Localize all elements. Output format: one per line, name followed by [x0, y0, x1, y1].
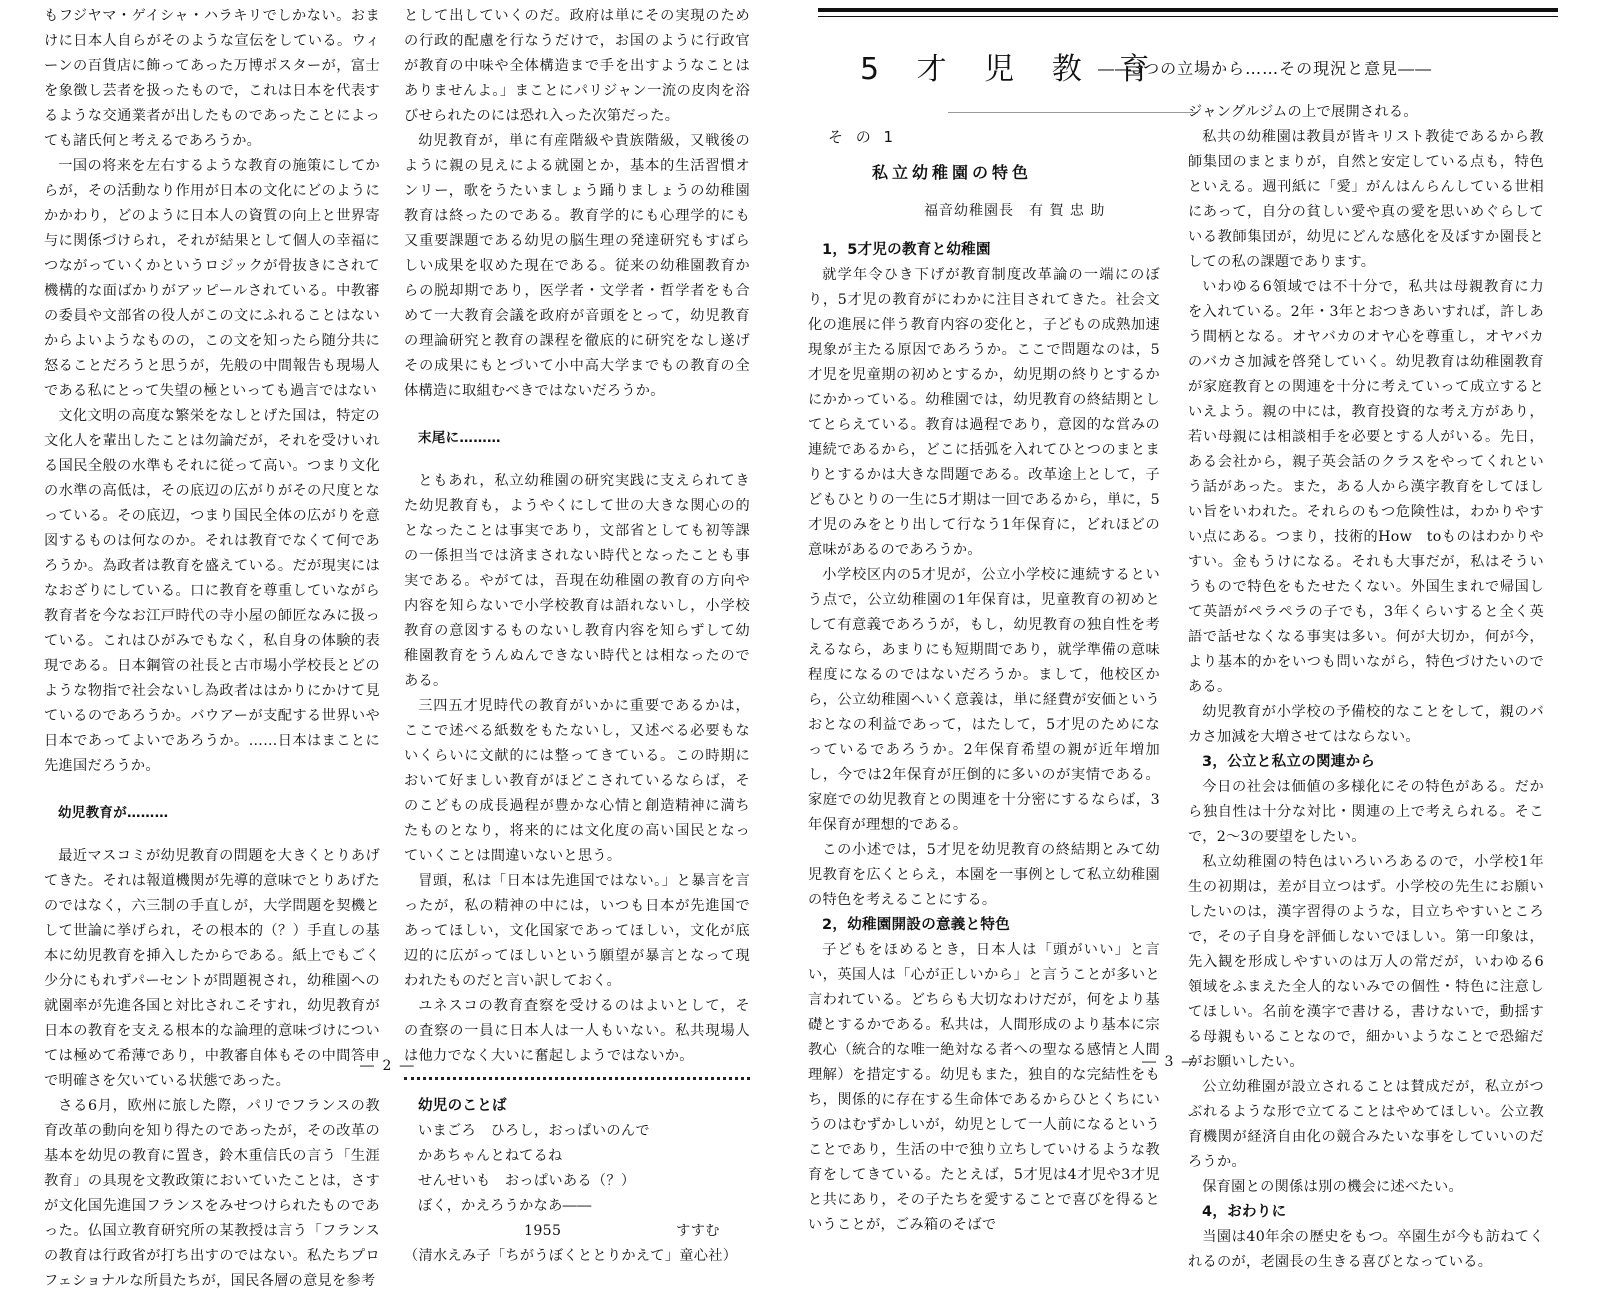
right-column-2	[1188, 100, 1544, 1275]
left-column-2	[404, 4, 750, 1269]
paragraph: 私共の幼稚園は教員が皆キリスト教徒であるから教師集団のまとまりが，自然と安定している点も，特色といえる。週刊紙に「愛」がんはんらんしている世相にあって，自分の貧しい愛や真の愛を思いめぐらしている教師集団が，幼児にどんな感化を及ぼすか園長としての私の課題であります。	[1188, 129, 1544, 270]
paragraph: 就学年令ひき下げが教育制度改革論の一端にのぼり，5才児の教育がにわかに注目されてきた。社会文化の進展に伴う教育内容の変化と，子どもの成熟加速現象が主たる原因であろうか。ここで問題なのは，5才児を児童期の初めとするか，幼児期の終りとするかにかかっている。幼稚園では，幼児教育の終結期としてとらえている。教育は過程であり，意図的な営みの連続であるから，どこに括弧を入れてひとつのまとまりとするかは大きな問題である。改革途上として，子どもひとりの一生に5才期は一回であるから，単に，5才児のみをとり出して行なう1年保育に，どれほどの意味があるのであろうか。	[808, 267, 1160, 558]
byline: 福音幼稚園長 有 賀 忠 助	[924, 203, 1106, 219]
poem-line: ぼく，かえろうかなあ――	[418, 1198, 592, 1214]
paragraph: として出していくのだ。政府は単にその実現のための行政的配慮を行なうだけで，お国のように行政官が教育の中味や全体構造まで手を出すようなことはありませんよ。」まことにパリジャン一流の皮肉を浴びせられたのには恐れ入った次第だった。	[404, 8, 750, 124]
section-number: そ の 1	[828, 128, 898, 146]
poem-title: 幼児のことば	[418, 1098, 507, 1114]
paragraph: ともあれ，私立幼稚園の研究実践に支えられてきた幼児教育も，ようやくにして世の大きな関心の的となったことは事実であり，文部省としても初等課の一係担当では済まされない時代となったことも事実である。やがては，吾現在幼稚園の教育の方向や内容を知らないで小学校教育は語れないし，小学校教育の意図するものないし教育内容を知らずして幼稚園教育をうんぬんできない時代とは相なったのである。	[404, 473, 750, 689]
section-heading: 1，5才児の教育と幼稚園	[822, 242, 991, 258]
paragraph: ユネスコの教育査察を受けるのはよいとして，その査察の一員に日本人は一人もいない。私共現場人は他力でなく大いに奮起しようではないか。	[404, 998, 750, 1064]
paragraph: 文化文明の高度な繁栄をなしとげた国は，特定の文化人を輩出したことは勿論だが，それを受けいれる国民全般の水準もそれに従って高い。つまり文化の水準の高低は，その底辺の広がりがその尺度となっている。その底辺，つまり国民全体の広がりを意図するものは何なのか。それは教育でなくて何であろうか。為政者は教育を盛えている。だが現実にはなおざりにしている。口に教育を尊重していながら教育者を今なお江戸時代の寺小屋の師匠なみに扱っている。これはひがみでもなく，私自身の体験的表現である。日本鋼管の社長と古市場小学校長とどのような物指で社会ないし為政者ははかりにかけて見ているのであろうか。バウアーが支配する世界いや日本であってよいであろうか。……日本はまことに先進国だろうか。	[44, 408, 380, 774]
paragraph: 小学校区内の5才児が，公立小学校に連続するという点で，公立幼稚園の1年保育は，児童教育の初めとして有意義であろうが，もし，幼児教育の独自性を考えるなら，あまりにも短期間であり，就学準備の意味程度になるのではないだろうか。まして，他校区から，公立幼稚園へいく意義は，単に経費が安価というおとなの利益であって，はたして，5才児のためになっているであろうか。2年保育希望の親が近年増加し，今では2年保育が圧倒的に多いのが実情である。家庭での幼児教育との関連を十分密にするならば，3年保育が理想的である。	[808, 567, 1160, 833]
poem-source: （清水えみ子「ちがうぼくととりかえて」童心社）	[404, 1248, 738, 1264]
section-heading: 末尾に………	[418, 430, 501, 446]
paragraph: 幼児教育が，単に有産階級や貴族階級，又戦後のように親の見えによる就園とか，基本的生活習慣オンリー，歌をうたいましょう踊りましょうの幼稚園教育は終ったのである。教育学的にも心理学的にも又重要課題である幼児の脳生理の発達研究もすばらしい成果を収めた現在である。従来の幼稚園教育からの脱却期であり，医学者・文学者・哲学者をも合めて一大教育会議を政府が音頭をとって，幼児教育の理論研究と教育の課程を徹底的に研究をなし遂げその成果にもとづいて小中高大学までもの教育の全体構造に取組むべきではないだろうか。	[404, 133, 750, 399]
paragraph: 三四五才児時代の教育がいかに重要であるかは，ここで述べる紙数をもたないし，又述べる必要もないくらいに文献的には整ってきている。この時期において好ましい教育がほどこされているならば，そのこどもの成長過程が豊かな心情と創造精神に満ちたものとなり，将来的には文化度の高い国民となっていくことは間違いないと思う。	[404, 698, 750, 864]
divider	[948, 112, 1198, 113]
paragraph: 当園は40年余の歴史をもつ。卒園生が今も訪ねてくれるのが，老園長の生きる喜びとなっている。	[1188, 1229, 1544, 1270]
paragraph: 冒頭，私は「日本は先進国ではない。」と暴言を言ったが，私の精神の中には，いつも日本が先進国であってほしい，文化国家であってほしい，文化が底辺的に広がってほしいという願望が暴言となって現われたものだと言い訳しておく。	[404, 873, 750, 989]
right-column-1	[808, 238, 1160, 1238]
poem-year: 1955	[524, 1223, 562, 1239]
dotted-divider	[404, 1077, 750, 1080]
section-heading: 3，公立と私立の関連から	[1202, 754, 1376, 770]
paragraph: もフジヤマ・ゲイシャ・ハラキリでしかない。おまけに日本人自らがそのような宣伝をしている。ウィーンの百貨店に飾ってあった万博ポスターが，富士を象徴し芸者を扱ったもので，これは日本を代表するような交通業者が出したものであったことによっても諸氏何と考えるであろうか。	[44, 8, 380, 149]
paragraph: 私立幼稚園の特色はいろいろあるので，小学校1年生の初期は，差が目立つはず。小学校の先生にお願いしたいのは，漢字習得のような，目立ちやすいところで，その子自身を評価しないでほしい。第一印象は，先入観を形成しやすいのは万人の常だが，いわゆる6領域をふまえた全人的ないみでの個性・特色に注意してほしい。名前を漢字で書ける，書けないで，動揺する母親もいることなので，細かいようなことで恐縮だがお願いしたい。	[1188, 854, 1544, 1070]
paragraph: ジャングルジムの上で展開される。	[1188, 104, 1418, 120]
paragraph: いわゆる6領域では不十分で，私共は母親教育に力を入れている。2年・3年とおつきあいすれば，許しあう間柄となる。オヤバカのオヤ心を尊重し，オヤバカのバカさ加減を啓発していく。幼児教育は幼稚園教育が家庭教育との関連を十分に考えていって成立するといえよう。親の中には，教育投資的な考え方があり，若い母親には相談相手を必要とする人がいる。先日，ある会社から，親子英会話のクラスをやってくれという話があった。また，ある人から漢字教育をしてほしい旨をいわれた。それらのもつ危険性は，わかりやすい点にある。つまり，技術的How toものはわかりやすい。金もうけになる。それも大事だが，私はそういうもので特色をもたせたくない。外国生まれで帰国して英語がペラペラの子でも，3年くらいすると全く英語で話せなくなる事実は多い。何が大切か，何が今，より基本的かをいつも問いながら，特色づけたいのである。	[1188, 279, 1544, 695]
paragraph: 保育園との関係は別の機会に述べたい。	[1202, 1179, 1463, 1195]
paragraph: 子どもをほめるとき，日本人は「頭がいい」と言い，英国人は「心が正しいから」と言うことが多いと言われている。どちらも大切なわけだが，何をより基礎とするかである。私共は，人間形成のより基本に宗教心（統合的な唯一絶対なる者への聖なる感情と人間理解）を措定する。幼児もまた，独自的な完結性をもち，関係的に存在する生命体であるからひとくちにいうのはむずかしいが，幼児として一人前になるということであり，生活の中で独り立ちしていけるような教育をしてきている。たとえば，5才児は4才児や3才児と共にあり，その子たちを愛することで喜びを得るということが，ごみ箱のそばで	[808, 942, 1160, 1233]
article-series-subtitle: ――3つの立場から……その現況と意見――	[1098, 59, 1433, 78]
paragraph: 最近マスコミが幼児教育の問題を大きくとりあげてきた。それは報道機関が先導的意味でとりあげたのではなく，六三制の手直しが，大学問題を契機として世論に挙げられ，その根本的（？）手直しの基本に幼児教育を挿入したからである。紙上でもごく少分にもれずパーセントが問題視され，幼稚園への就園率が先進各国と対比されこそすれ，幼児教育が日本の教育を支える根本的な論理的意味づけについては極めて希薄であり，中教審自体もその中間答申で明確さを欠いている状態であった。	[44, 848, 380, 1089]
poem-attribution	[524, 1219, 750, 1244]
section-heading: 4，おわりに	[1202, 1204, 1287, 1220]
title-rule	[818, 16, 1558, 17]
left-page	[0, 0, 790, 1289]
poem-line: いまごろ ひろし，おっぱいのんで	[418, 1123, 650, 1139]
paragraph: 一国の将来を左右するような教育の施策にしてからが，その活動なり作用が日本の文化にどのようにかかわり，どのように日本人の資質の向上と世界寄与に関係づけられ，それが結果として個人の幸福につながっていくかというロジックが骨抜きにされて機構的な面ばかりがアッピールされている。中教審の委員や文部省の役人がこの文にふれることはないからよいようなものの，この文を知ったら随分共に怒ることだろうと思うが，先般の中間報告も現場人である私にとって失望の極といっても過言ではない	[44, 158, 380, 399]
page-number: ― 3 ―	[1142, 1054, 1198, 1070]
article-series-title: 5 才 児 教 育	[860, 52, 1164, 87]
paragraph: この小述では，5才児を幼児教育の終結期とみて幼児教育を広くとらえ，本園を一事例として私立幼稚園の特色を考えることにする。	[808, 842, 1160, 908]
article-title: 私立幼稚園の特色	[872, 163, 1033, 182]
page-number: ― 2 ―	[360, 1058, 416, 1074]
poem-line: かあちゃんとねてるね	[418, 1148, 563, 1164]
left-column-1	[44, 4, 380, 1294]
poem-line: せんせいも おっぱいある（？）	[418, 1173, 636, 1189]
section-heading: 幼児教育が………	[58, 805, 169, 821]
section-heading: 2，幼稚園開設の意義と特色	[822, 917, 1010, 933]
paragraph: 幼児教育が小学校の予備校的なことをして，親のバカさ加減を大増させてはならない。	[1188, 704, 1544, 745]
paragraph: 今日の社会は価値の多様化にその特色がある。だから独自性は十分な対比・関連の上で考えられる。そこで，2～3の要望をしたい。	[1188, 779, 1544, 845]
paragraph: さる6月，欧州に旅した際，パリでフランスの教育改革の動向を知り得たのであったが，その改革の基本を幼児の教育に置き，鈴木重信氏の言う「生涯教育」の具現を文教政策においていたことは，さすが文化国先進国フランスをみせつけられたものであった。仏国立教育研究所の某教授は言う「フランスの教育は行政省が打ち出すのではない。私たちプロフェショナルな所員たちが，国民各層の意見を参考	[44, 1098, 380, 1289]
poem-author: すすむ	[676, 1223, 720, 1239]
title-rule	[818, 8, 1558, 12]
paragraph: 公立幼稚園が設立されることは賛成だが，私立がつぶれるような形で立てることはやめてほしい。公立教育機関が経済自由化の競合みたいな事をしていいのだろうか。	[1188, 1079, 1544, 1170]
